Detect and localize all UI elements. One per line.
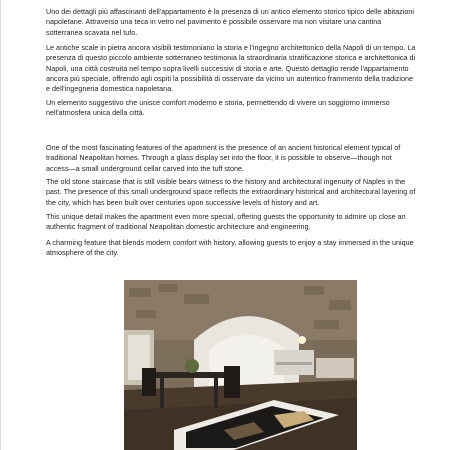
english-paragraph-2 <box>46 177 416 208</box>
english-paragraph-3 <box>46 212 416 233</box>
paragraph-text: Un elemento suggestivo che unisce comfort moderno e storia, permettendo di vivere un soggiorno immerso nell'atmosfera unica della città. <box>46 98 390 118</box>
apartment-photo <box>124 280 357 450</box>
paragraph-text: One of the most fascinating features of the apartment is the presence of an ancient historical element typical of traditional Neapolitan homes. Through a glass display set into the floor, it is possible to observe—though not access—a small underground cellar carved into the tuff stone. <box>46 143 401 173</box>
paragraph-text: Uno dei dettagli più affascinanti dell'appartamento è la presenza di un antico elemento storico tipico delle abitazioni napoletane. Attraverso una teca in vetro nel pavimento è possibile osservare ma non visitare una cantina sotterranea scavata nel tufo. <box>46 7 415 37</box>
english-paragraph-4 <box>46 238 416 259</box>
paragraph-text: Le antiche scale in pietra ancora visibili testimoniano la storia e l'ingegno architettonico della Napoli di un tempo. La presenza di questo piccolo ambiente sotterraneo testimonia la straordinaria stratificazione storica e architettonica di Napoli, una città costruita nel tempo sopra livelli successivi di storia e arte. Questo dettaglio rende l'appartamento ancora più speciale, offrendo agli ospiti la possibilità di osservare da vicino un autentico frammento della tradizione e dell'ingegneria domestica napoletana. <box>46 43 416 94</box>
italian-paragraph-2 <box>46 43 416 94</box>
paragraph-text: This unique detail makes the apartment even more special, offering guests the opportunity to admire up close an authentic fragment of traditional Neapolitan domestic architecture and engineering. <box>46 212 406 232</box>
italian-paragraph-1 <box>46 7 416 38</box>
english-paragraph-1 <box>46 143 416 174</box>
italian-paragraph-3 <box>46 98 416 119</box>
paragraph-text: A charming feature that blends modern comfort with history, allowing guests to enjoy a stay immersed in the unique atmosphere of the city. <box>46 238 414 258</box>
paragraph-text: The old stone staircase that is still visible bears witness to the history and architectural ingenuity of Naples in the past. The presence of this small underground space reflects the extraordinary historical and architectural layering of the city, which has been built over centuries upon successive levels of history and art. <box>46 177 416 207</box>
